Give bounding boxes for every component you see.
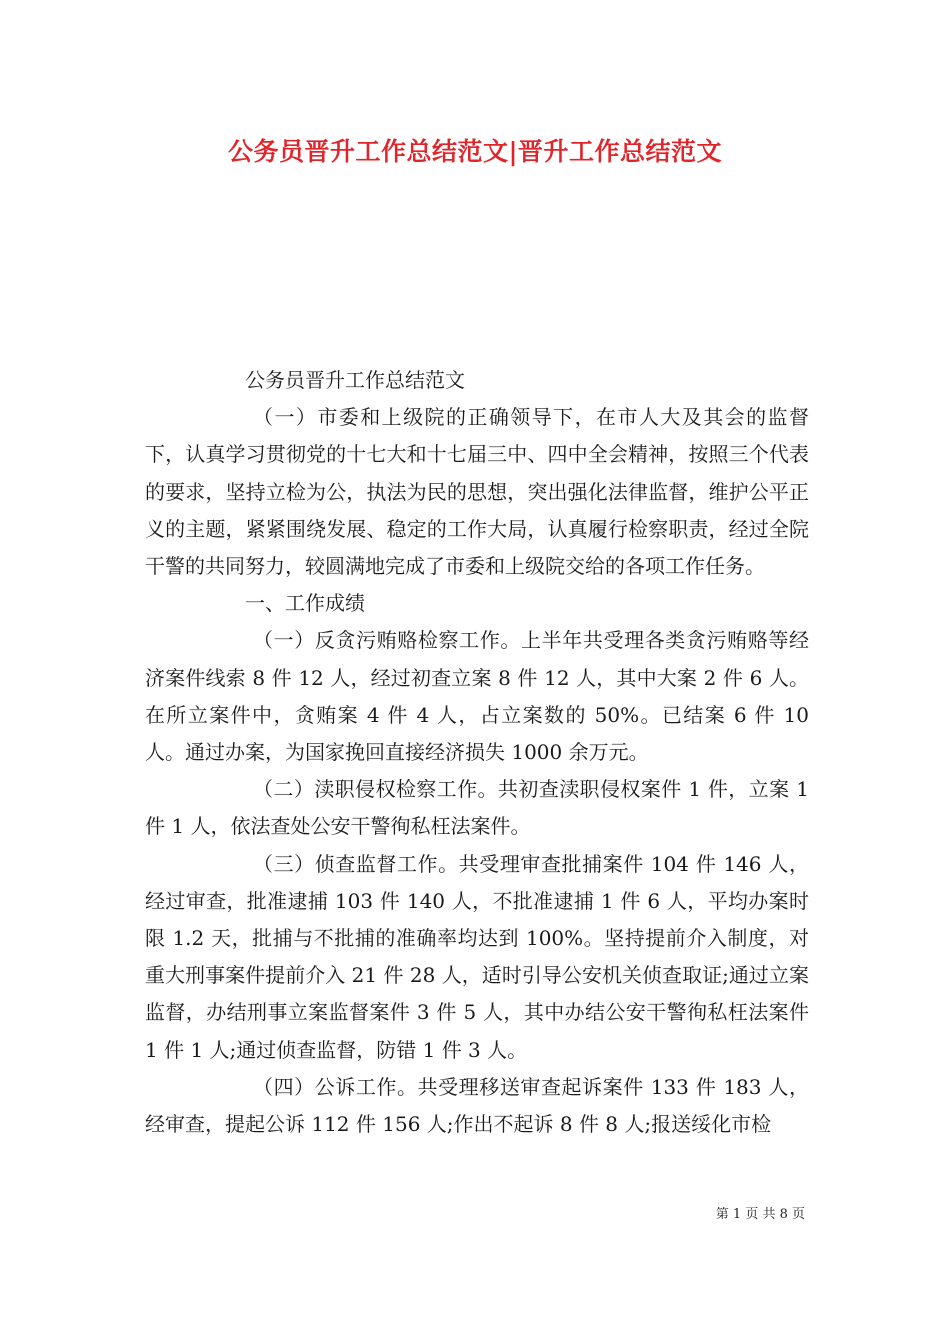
document-title: 公务员晋升工作总结范文|晋升工作总结范文 (227, 137, 723, 166)
paragraph-dereliction: （二）渎职侵权检察工作。共初查渎职侵权案件 1 件，立案 1 件 1 人，依法查处公安干警徇私枉法案件。 (145, 777, 809, 839)
subtitle-paragraph: 公务员晋升工作总结范文 (245, 368, 465, 392)
section-heading: 一、工作成绩 (245, 591, 365, 616)
page-number: 第 1 页 共 8 页 (715, 1207, 805, 1222)
paragraph-investigation-supervision: （三）侦查监督工作。共受理审查批捕案件 104 件 146 人，经过审查，批准逮捕 103 件 140 人，不批准逮捕 1 件 6 人，平均办案时限 1.2 天，批捕与不批捕的准确率均达到 100%。坚持提前介入制度，对重大刑事案件提前介入 21 件 28 人，适时引导公安机关侦查取证;通过立案监督，办结刑事立案监督案件 3 件 5 人，其中办结公安干警徇私枉法案件 1 件 1 人;通过侦查监督，防错 1 件 3 人。 (145, 851, 809, 1062)
paragraph-anti-corruption: （一）反贪污贿赂检察工作。上半年共受理各类贪污贿赂等经济案件线索 8 件 12 人，经过初查立案 8 件 12 人，其中大案 2 件 6 人。在所立案件中，贪贿案 4 件 4 人，占立案数的 50%。已结案 6 件 10 人。通过办案，为国家挽回直接经济损失 1000 余万元。 (145, 628, 809, 765)
paragraph-prosecution: （四）公诉工作。共受理移送审查起诉案件 133 件 183 人，经审查，提起公诉 112 件 156 人;作出不起诉 8 件 8 人;报送绥化市检 (145, 1074, 809, 1137)
document-body (145, 362, 809, 1143)
intro-paragraph: （一）市委和上级院的正确领导下，在市人大及其会的监督下，认真学习贯彻党的十七大和十七届三中、四中全会精神，按照三个代表的要求，坚持立检为公，执法为民的思想，突出强化法律监督，维护公平正义的主题，紧紧围绕发展、稳定的工作大局，认真履行检察职责，经过全院干警的共同努力，较圆满地完成了市委和上级院交给的各项工作任务。 (145, 405, 809, 579)
